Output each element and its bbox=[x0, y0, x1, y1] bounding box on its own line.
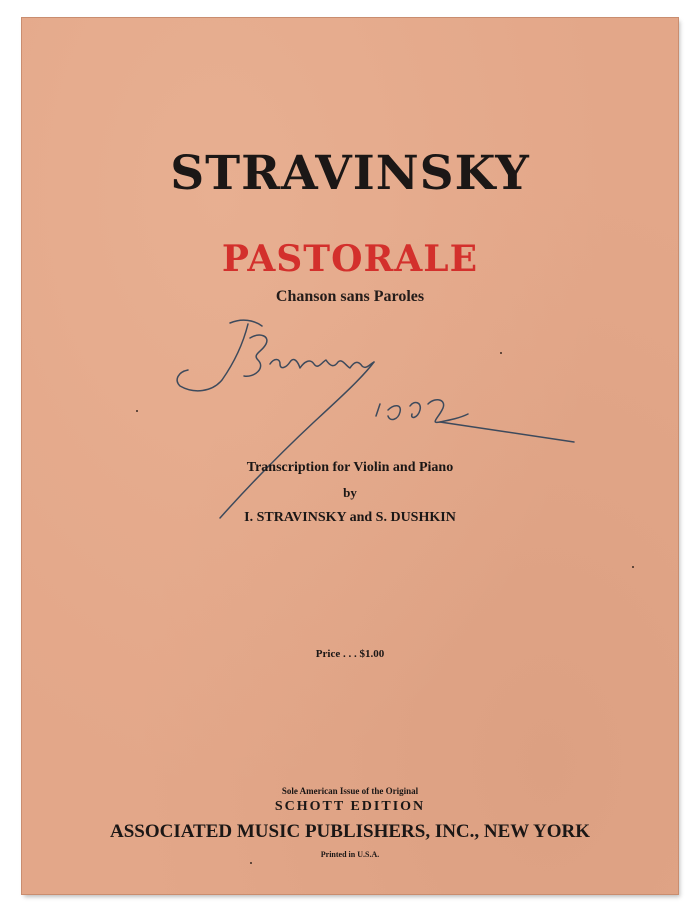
authors-line: I. STRAVINSKY and S. DUSHKIN bbox=[244, 510, 456, 525]
sheet-music-cover bbox=[22, 18, 678, 894]
paper-speck bbox=[250, 862, 252, 864]
by-line: by bbox=[343, 485, 357, 500]
paper-speck bbox=[136, 410, 138, 412]
transcription-line: Transcription for Violin and Piano bbox=[246, 460, 454, 475]
sole-issue-note: Sole American Issue of the Original bbox=[281, 786, 419, 796]
piece-subtitle: Chanson sans Paroles bbox=[275, 288, 425, 305]
edition-name: SCHOTT EDITION bbox=[274, 799, 426, 814]
price-label: Price . . . $1.00 bbox=[315, 648, 385, 660]
paper-speck bbox=[632, 566, 634, 568]
handwritten-signature bbox=[22, 18, 678, 894]
piece-title: PASTORALE bbox=[221, 238, 479, 280]
publisher-name: ASSOCIATED MUSIC PUBLISHERS, INC., NEW YORK bbox=[109, 821, 591, 842]
printed-in-note: Printed in U.S.A. bbox=[320, 850, 380, 859]
composer-name: STRAVINSKY bbox=[170, 146, 530, 201]
paper-speck bbox=[500, 352, 502, 354]
